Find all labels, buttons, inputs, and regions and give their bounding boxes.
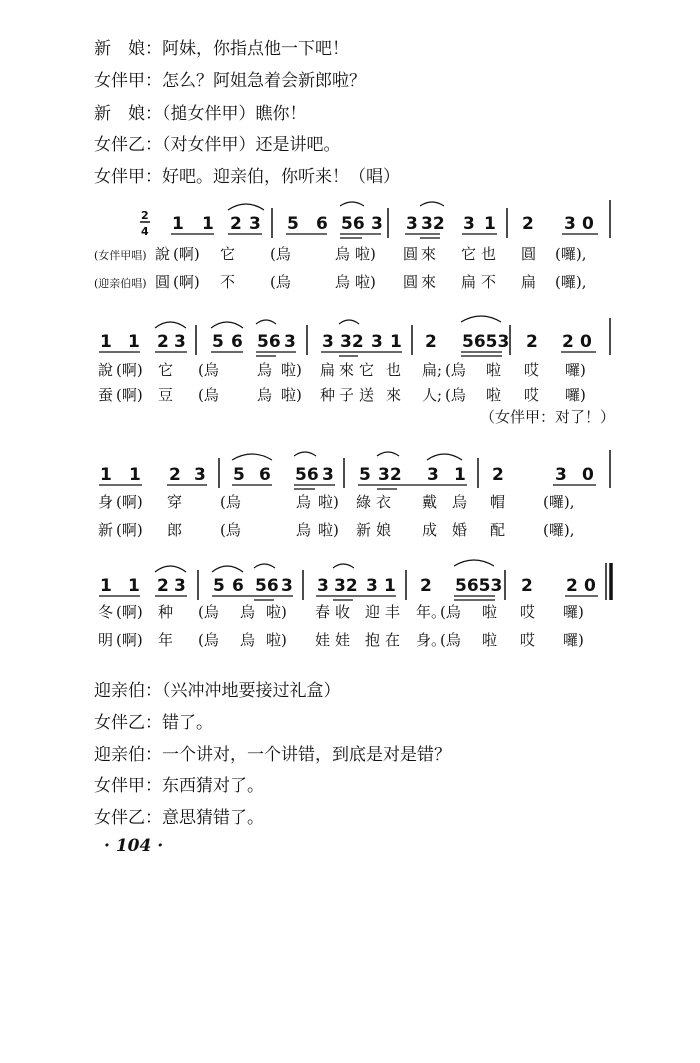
- lyric: (烏: [270, 245, 291, 263]
- system-2: [98, 316, 615, 426]
- system-1: [94, 200, 610, 291]
- lyric: 哎: [520, 603, 536, 621]
- lyric: (啊): [116, 493, 143, 511]
- lyric-row: [98, 521, 574, 539]
- lyric: 啦: [486, 386, 502, 404]
- note: 2: [420, 576, 432, 596]
- note: 1: [100, 332, 112, 352]
- note: 56: [341, 214, 365, 234]
- lyric: (烏: [220, 521, 241, 539]
- lyric: 娃: [335, 631, 351, 649]
- dialogue-line: 女伴乙：错了。: [94, 713, 213, 733]
- dialogue-line: 女伴甲：好吧。迎亲伯，你听来！（唱）: [94, 167, 400, 187]
- time-signature-bottom: 4: [141, 225, 149, 238]
- lyric: (烏: [198, 386, 219, 404]
- note: 3: [371, 214, 383, 234]
- lyric: 囉): [563, 603, 584, 621]
- lyric: 明: [98, 631, 114, 649]
- note: 3: [174, 332, 186, 352]
- note: 2: [522, 214, 534, 234]
- lyric: 冬: [98, 603, 114, 621]
- lyric: 烏: [257, 361, 273, 379]
- note: 56: [257, 332, 281, 352]
- lyric: 衣: [376, 493, 392, 511]
- lyric: 它: [359, 361, 375, 379]
- dialogue-line: 新 娘：（搥女伴甲）瞧你！: [94, 104, 307, 124]
- note: 56: [295, 465, 319, 485]
- lyric: (烏: [198, 361, 219, 379]
- lyric: 身。: [416, 631, 447, 649]
- note: 0: [584, 576, 596, 596]
- lyric: 豆: [158, 386, 174, 404]
- lyric: 穿: [167, 493, 183, 511]
- note: 32: [378, 465, 402, 485]
- note: 32: [340, 332, 364, 352]
- note: 3: [427, 465, 439, 485]
- lyric: 种: [320, 386, 336, 404]
- note: 5: [212, 332, 224, 352]
- note: 0: [582, 214, 594, 234]
- lyric: 新: [356, 521, 372, 539]
- lyric: 种: [158, 603, 174, 621]
- lyric: 來: [421, 245, 437, 263]
- lyric: 娘: [376, 521, 392, 539]
- lyric: 迎: [365, 603, 381, 621]
- lyric: 帽: [490, 493, 506, 511]
- lyric: 它: [220, 245, 236, 263]
- note: 3: [406, 214, 418, 234]
- lyric: 啦): [318, 521, 339, 539]
- lyric: 它: [461, 245, 477, 263]
- lyric: 啦): [355, 273, 376, 291]
- lyric: 送: [359, 386, 375, 404]
- lyric: 圓: [403, 273, 419, 291]
- lyric: 來: [421, 273, 437, 291]
- lyric: 子: [339, 386, 355, 404]
- lyric: (啊): [116, 631, 143, 649]
- lyric-row: [98, 386, 586, 404]
- dialogue-line: 女伴甲：怎么？阿姐急着会新郎啦？: [94, 71, 366, 91]
- lyric: 烏: [240, 631, 256, 649]
- lyric: 囉): [563, 631, 584, 649]
- lyric: 圓: [403, 245, 419, 263]
- lyric: 烏: [240, 603, 256, 621]
- lyric: (啊): [116, 361, 143, 379]
- note: 5: [287, 214, 299, 234]
- lyric: (啊): [116, 386, 143, 404]
- lyric: (囉),: [555, 273, 587, 291]
- lyric: 啦): [281, 386, 302, 404]
- lyric-row: [98, 603, 584, 621]
- lyric: 哎: [524, 361, 540, 379]
- note: 5653: [455, 576, 503, 596]
- lyric: 新: [98, 521, 114, 539]
- note: 6: [231, 332, 243, 352]
- note: 2: [425, 332, 437, 352]
- lyric: (烏: [198, 603, 219, 621]
- lyric: 啦): [266, 603, 287, 621]
- note: 32: [421, 214, 445, 234]
- lyric: 哎: [524, 386, 540, 404]
- lyric: (囉),: [555, 245, 587, 263]
- note: 3: [371, 332, 383, 352]
- note: 2: [521, 576, 533, 596]
- lyric-row: [98, 361, 586, 379]
- lyric: 人;: [422, 386, 443, 404]
- lyric: (啊): [116, 603, 143, 621]
- note: 3: [322, 332, 334, 352]
- dialogue-line: 迎亲伯：一个讲对，一个讲错，到底是对是错？: [94, 745, 451, 765]
- lyric: 啦): [355, 245, 376, 263]
- note: 1: [454, 465, 466, 485]
- lyric: 哎: [520, 631, 536, 649]
- system-4: [98, 560, 611, 649]
- note: 5: [359, 465, 371, 485]
- note: 3: [317, 576, 329, 596]
- note: 5653: [462, 332, 510, 352]
- lyric: 成: [422, 521, 438, 539]
- lyric: 蚕: [98, 386, 114, 404]
- lyric: 扁;: [422, 361, 443, 379]
- lyric: 啦: [482, 631, 498, 649]
- note: 2: [169, 465, 181, 485]
- lyric: 春: [315, 603, 331, 621]
- note: 3: [564, 214, 576, 234]
- lyric: 來: [386, 386, 402, 404]
- note: 3: [322, 465, 334, 485]
- lyric: (烏: [445, 386, 466, 404]
- note: 1: [384, 576, 396, 596]
- lyric: 身: [98, 493, 114, 511]
- lyric: 圓: [155, 273, 171, 291]
- lyric: (烏: [220, 493, 241, 511]
- lyric: 郎: [167, 521, 183, 539]
- dialogue-line: 新 娘：阿妹，你指点他一下吧！: [94, 39, 349, 59]
- lyric: 年。: [416, 603, 447, 621]
- note: 6: [316, 214, 328, 234]
- note: 6: [259, 465, 271, 485]
- lyric: 囉): [565, 361, 586, 379]
- lyric: 收: [335, 603, 351, 621]
- note: 3: [174, 576, 186, 596]
- dialogue-line: 女伴乙：（对女伴甲）还是讲吧。: [94, 135, 341, 155]
- lyric: (啊): [173, 245, 200, 263]
- lyric: 說: [98, 361, 114, 379]
- lyric: 不: [220, 273, 236, 291]
- lyric: 它: [158, 361, 174, 379]
- note: 3: [249, 214, 261, 234]
- note: 2: [566, 576, 578, 596]
- note: 1: [129, 465, 141, 485]
- lyric: 也: [386, 361, 402, 379]
- lyric: 說: [155, 245, 171, 263]
- lyric: 抱: [365, 631, 381, 649]
- page-number: · 104 ·: [104, 836, 164, 856]
- lyric: 烏: [335, 273, 351, 291]
- note: 6: [232, 576, 244, 596]
- lyric: 扁: [521, 273, 537, 291]
- note: 1: [100, 465, 112, 485]
- note: 2: [526, 332, 538, 352]
- lyric-row: [98, 631, 584, 649]
- note: 2: [157, 332, 169, 352]
- note: 1: [100, 576, 112, 596]
- note: 1: [172, 214, 184, 234]
- lyric: 配: [490, 521, 506, 539]
- dialogue-line: 女伴甲：东西猜对了。: [94, 776, 264, 796]
- singer-label: (迎亲伯唱): [94, 277, 147, 290]
- lyric: 綠: [356, 493, 372, 511]
- note: 5: [233, 465, 245, 485]
- note: 5: [213, 576, 225, 596]
- note: 32: [334, 576, 358, 596]
- note: 2: [492, 465, 504, 485]
- lyric: 啦): [266, 631, 287, 649]
- lyric: 圓: [521, 245, 537, 263]
- dialogue-line: 迎亲伯：（兴冲冲地要接过礼盒）: [94, 681, 341, 701]
- note: 0: [580, 332, 592, 352]
- lyric: 烏: [296, 493, 312, 511]
- lyric: 啦): [281, 361, 302, 379]
- note: 2: [562, 332, 574, 352]
- lyric: 不: [481, 273, 497, 291]
- dialogue-line: 女伴乙：意思猜错了。: [94, 808, 264, 828]
- system-3: [98, 450, 610, 539]
- lyric: 年: [158, 631, 174, 649]
- note: 1: [484, 214, 496, 234]
- note: 3: [555, 465, 567, 485]
- lyric: 啦: [482, 603, 498, 621]
- note: 2: [230, 214, 242, 234]
- note: 3: [281, 576, 293, 596]
- lyric: 在: [385, 631, 401, 649]
- lyric: (啊): [173, 273, 200, 291]
- aside-remark: （女伴甲：对了！）: [480, 408, 616, 426]
- note: 2: [157, 576, 169, 596]
- note: 1: [128, 576, 140, 596]
- note: 0: [582, 465, 594, 485]
- lyric: (囉),: [543, 493, 575, 511]
- note: 56: [255, 576, 279, 596]
- note: 3: [284, 332, 296, 352]
- note: 3: [194, 465, 206, 485]
- lyric-row: [98, 493, 574, 511]
- note: 1: [128, 332, 140, 352]
- lyric: (烏: [198, 631, 219, 649]
- time-signature-top: 2: [141, 209, 149, 222]
- lyric: 婚: [452, 521, 468, 539]
- lyric: (囉),: [543, 521, 575, 539]
- lyric: 啦): [318, 493, 339, 511]
- lyric: 扁: [320, 361, 336, 379]
- lyric: 烏: [335, 245, 351, 263]
- note: 3: [463, 214, 475, 234]
- lyric: 啦: [486, 361, 502, 379]
- note: 1: [390, 332, 402, 352]
- lyric: (烏: [440, 603, 461, 621]
- lyric: 扁: [461, 273, 477, 291]
- lyric: 娃: [315, 631, 331, 649]
- lyric: 也: [481, 245, 497, 263]
- lyric: 烏: [452, 493, 468, 511]
- lyric: (啊): [116, 521, 143, 539]
- lyric: (烏: [445, 361, 466, 379]
- note: 3: [366, 576, 378, 596]
- note: 1: [202, 214, 214, 234]
- lyric: 來: [339, 361, 355, 379]
- lyric: 戴: [422, 493, 438, 511]
- lyric: 烏: [296, 521, 312, 539]
- lyric: 烏: [257, 386, 273, 404]
- lyric: (烏: [440, 631, 461, 649]
- lyric: (烏: [270, 273, 291, 291]
- singer-label: (女伴甲唱): [94, 249, 147, 262]
- lyric: 丰: [385, 603, 401, 621]
- lyric: 囉): [565, 386, 586, 404]
